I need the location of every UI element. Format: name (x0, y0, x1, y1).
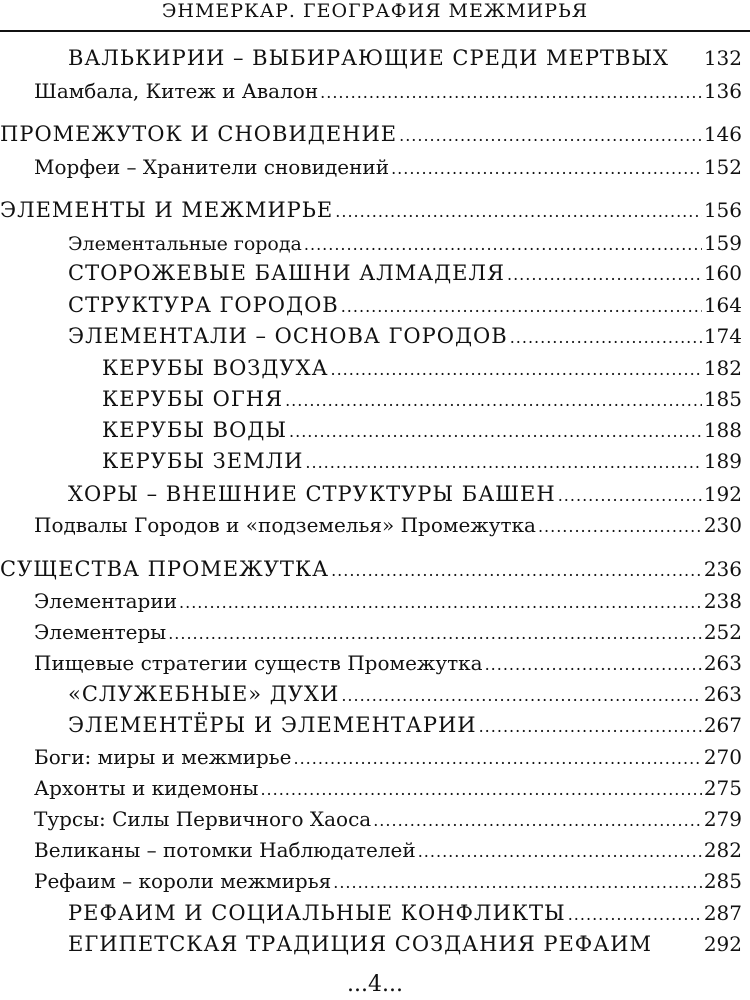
toc-entry-title: ВАЛЬКИРИИ – ВЫБИРАЮЩИЕ СРЕДИ МЕРТВЫХ (68, 46, 670, 70)
toc-entry-title: КЕРУБЫ ВОЗДУХА (102, 356, 329, 380)
toc-entry[interactable] (0, 479, 742, 510)
toc-entry-title: РЕФАИМ И СОЦИАЛЬНЫЕ КОНФЛИКТЫ (68, 901, 566, 925)
toc-entry-title: ХОРЫ – ВНЕШНИЕ СТРУКТУРЫ БАШЕН (68, 482, 556, 506)
toc-dot-leader (510, 322, 702, 353)
toc-entry[interactable] (0, 510, 742, 541)
toc-dot-leader (289, 416, 702, 447)
toc-entry-title: ЕГИПЕТСКАЯ ТРАДИЦИЯ СОЗДАНИЯ РЕФАИМ (68, 932, 652, 956)
toc-entry[interactable] (0, 119, 742, 150)
toc-entry-page: 182 (703, 356, 742, 380)
toc-dot-leader (341, 291, 702, 322)
toc-entry[interactable] (0, 742, 742, 773)
toc-entry-title: Элементальные города (68, 233, 302, 255)
toc-dot-leader (558, 480, 702, 511)
toc-entry-title: «СЛУЖЕБНЫЕ» ДУХИ (68, 682, 340, 706)
toc-entry-title: КЕРУБЫ ЗЕМЛИ (102, 449, 304, 473)
toc-entry-page: 159 (703, 231, 742, 255)
toc-entry-page: 156 (703, 198, 742, 222)
toc-entry[interactable] (0, 152, 742, 183)
toc-entry-page: 267 (703, 713, 742, 737)
toc-entry-title: КЕРУБЫ ОГНЯ (102, 387, 284, 411)
toc-entry[interactable] (0, 586, 742, 617)
toc-entry-page: 132 (703, 46, 742, 70)
toc-dot-leader (507, 259, 702, 290)
toc-entry[interactable] (0, 929, 742, 960)
toc-entry[interactable] (0, 384, 742, 415)
toc-dot-leader (333, 867, 702, 898)
toc-entry-page: 238 (703, 589, 742, 613)
toc-dot-leader (168, 618, 702, 649)
toc-entry-title: Рефаим – короли межмирья (34, 869, 332, 893)
toc-entry[interactable] (0, 43, 742, 74)
toc-entry-title: Боги: миры и межмирье (34, 745, 292, 769)
toc-dot-leader (418, 836, 702, 867)
toc-dot-leader (304, 229, 702, 260)
toc-entry-title: КЕРУБЫ ВОДЫ (102, 418, 288, 442)
toc-entry-page: 252 (703, 620, 742, 644)
toc-dot-leader (335, 196, 702, 227)
toc-entry-page: 160 (703, 261, 742, 285)
toc-entry-page: 230 (703, 513, 742, 537)
toc-entry-page: 174 (703, 324, 742, 348)
toc-entry[interactable] (0, 258, 742, 289)
toc-entry[interactable] (0, 353, 742, 384)
toc-entry[interactable] (0, 554, 742, 585)
page-number: ...4... (347, 972, 403, 997)
toc-entry-page: 136 (703, 79, 742, 103)
toc-entry-title: Элементеры (34, 620, 167, 644)
toc-entry[interactable] (0, 679, 742, 710)
toc-entry[interactable] (0, 617, 742, 648)
toc-dot-leader (538, 511, 702, 542)
toc-entry[interactable] (0, 866, 742, 897)
toc-entry-title: ЭЛЕМЕНТЁРЫ И ЭЛЕМЕНТАРИИ (68, 713, 477, 737)
toc-entry[interactable] (0, 446, 742, 477)
toc-entry[interactable] (0, 835, 742, 866)
toc-dot-leader (294, 743, 702, 774)
toc-entry-title: Пищевые стратегии существ Промежутка (34, 651, 483, 675)
toc-entry[interactable] (0, 898, 742, 929)
toc-entry-page: 263 (703, 651, 742, 675)
toc-entry-page: 292 (703, 932, 742, 956)
toc-entry-title: СУЩЕСТВА ПРОМЕЖУТКА (0, 557, 330, 581)
toc-entry-title: СТРУКТУРА ГОРОДОВ (68, 293, 339, 317)
toc-entry-page: 263 (703, 682, 742, 706)
toc-dot-leader (285, 385, 702, 416)
toc-dot-leader (568, 899, 702, 930)
toc-dot-leader (305, 447, 701, 478)
toc-entry-title: Морфеи – Хранители сновидений (34, 155, 390, 179)
toc-entry-title: Элементарии (34, 589, 178, 613)
toc-entry-title: Турсы: Силы Первичного Хаоса (34, 807, 372, 831)
toc-entry-page: 287 (703, 901, 742, 925)
toc-entry[interactable] (0, 321, 742, 352)
toc-entry[interactable] (0, 804, 742, 835)
toc-entry[interactable] (0, 648, 742, 679)
toc-entry-page: 146 (703, 122, 742, 146)
toc-dot-leader (373, 805, 702, 836)
toc-entry[interactable] (0, 195, 742, 226)
toc-entry-page: 152 (703, 155, 742, 179)
toc-entry[interactable] (0, 228, 742, 259)
toc-dot-leader (399, 120, 702, 151)
toc-entry[interactable] (0, 773, 742, 804)
toc-entry-page: 188 (703, 418, 742, 442)
toc-entry[interactable] (0, 415, 742, 446)
toc-dot-leader (479, 711, 702, 742)
toc-entry-page: 189 (703, 449, 742, 473)
toc-entry-page: 192 (703, 482, 742, 506)
toc-entry-page: 185 (703, 387, 742, 411)
toc-entry[interactable] (0, 290, 742, 321)
toc-entry[interactable] (0, 76, 742, 107)
toc-entry-page: 236 (703, 557, 742, 581)
running-header-title: ЭНМЕРКАР. ГЕОГРАФИЯ МЕЖМИРЬЯ (161, 0, 589, 22)
toc-dot-leader (391, 153, 702, 184)
toc-dot-leader (331, 354, 702, 385)
toc-entry-title: Шамбала, Китеж и Авалон (34, 79, 319, 103)
toc-entry-title: Подвалы Городов и «подземелья» Промежутка (34, 513, 536, 537)
toc-dot-leader (485, 649, 702, 680)
toc-entry[interactable] (0, 710, 742, 741)
toc-entry-title: Великаны – потомки Наблюдателей (34, 838, 416, 862)
toc-entry-page: 279 (703, 807, 742, 831)
toc-entry-title: ЭЛЕМЕНТАЛИ – ОСНОВА ГОРОДОВ (68, 324, 508, 348)
toc-entry-title: ЭЛЕМЕНТЫ И МЕЖМИРЬЕ (0, 198, 334, 222)
toc-entry-page: 270 (703, 745, 742, 769)
toc-entry-page: 164 (703, 293, 742, 317)
toc-entry-title: ПРОМЕЖУТОК И СНОВИДЕНИЕ (0, 122, 398, 146)
toc-dot-leader (260, 774, 701, 805)
toc-entry-page: 285 (703, 869, 742, 893)
toc-entry-page: 282 (703, 838, 742, 862)
toc-entry-title: СТОРОЖЕВЫЕ БАШНИ АЛМАДЕЛЯ (68, 261, 505, 285)
toc-dot-leader (179, 587, 702, 618)
toc-dot-leader (331, 555, 702, 586)
toc-dot-leader (341, 680, 702, 711)
toc-dot-leader (320, 77, 702, 108)
running-header (0, 0, 750, 32)
toc-entry-title: Архонты и кидемоны (34, 776, 259, 800)
toc-entry-page: 275 (703, 776, 742, 800)
